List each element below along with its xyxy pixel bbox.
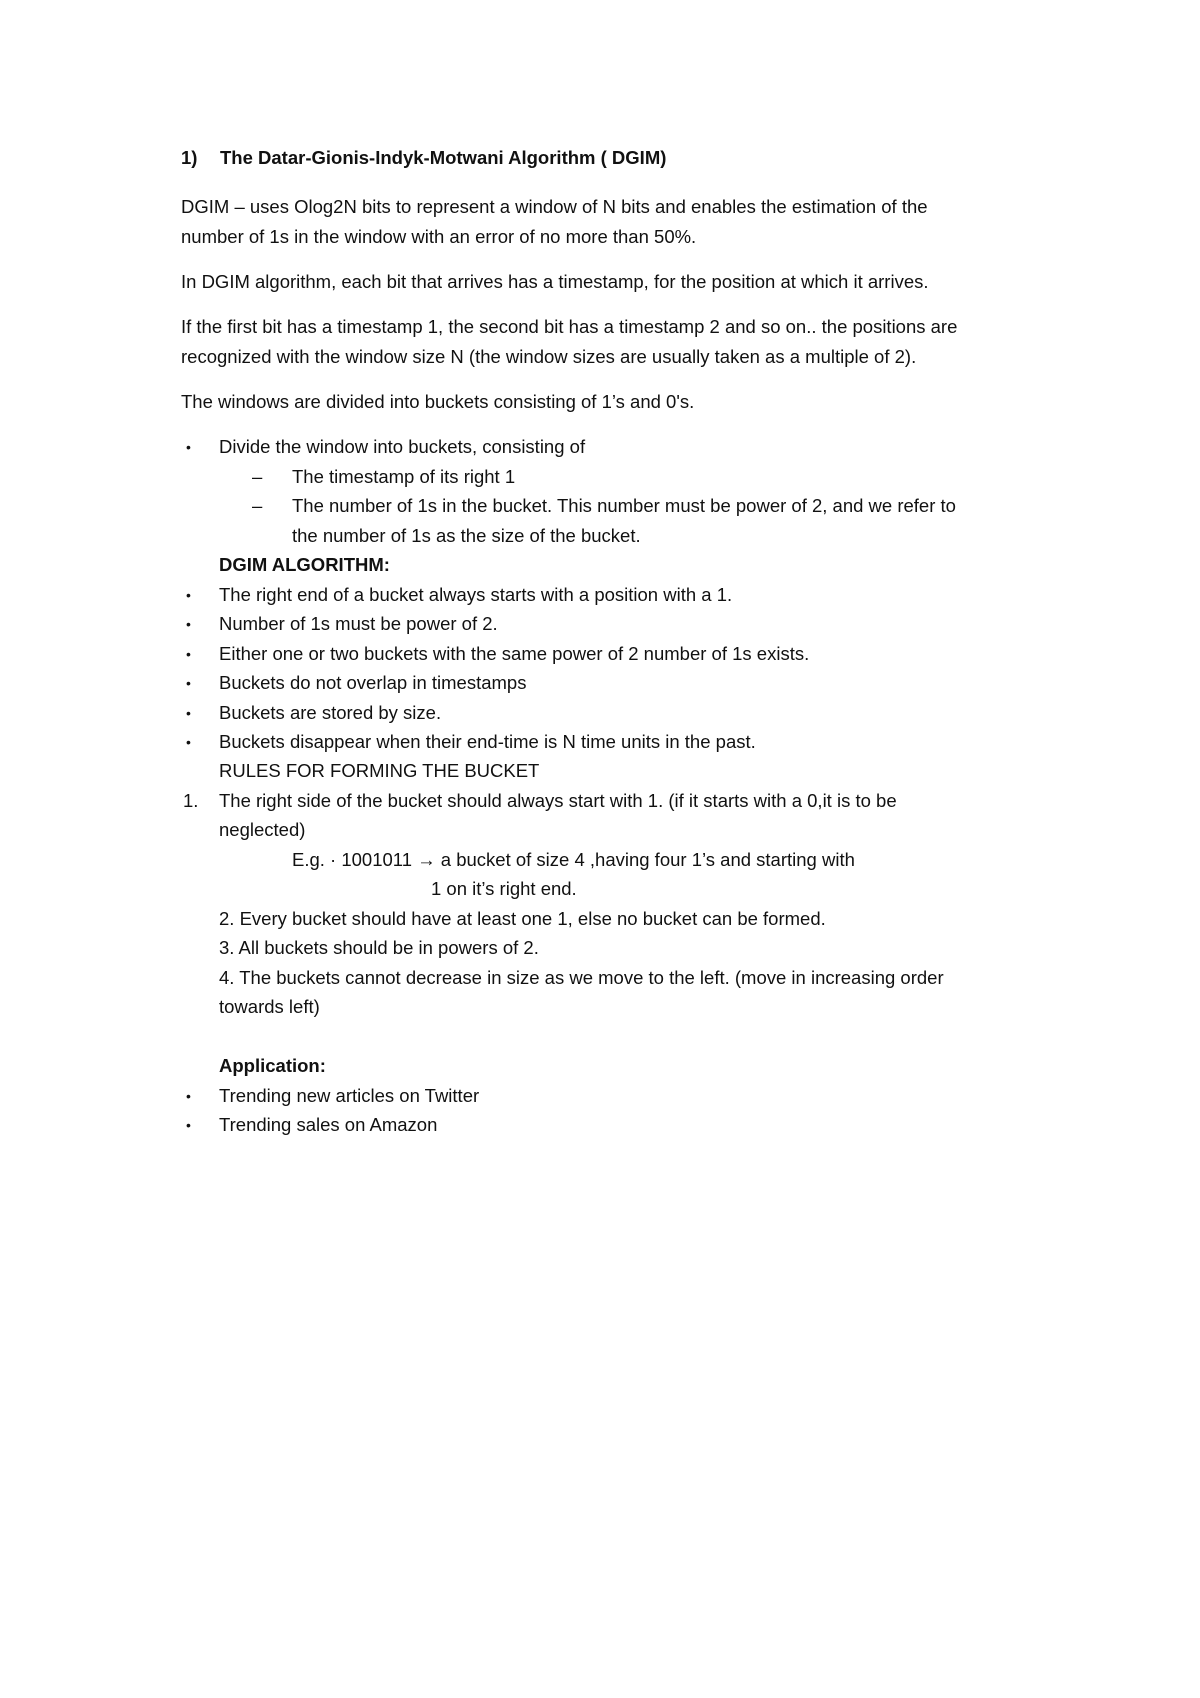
rules-title: RULES FOR FORMING THE BUCKET: [219, 760, 540, 781]
algorithm-item: Buckets do not overlap in timestamps: [219, 672, 527, 693]
bucket-list-item: Divide the window into buckets, consisting of: [219, 436, 586, 457]
algorithm-item: Either one or two buckets with the same power of 2 number of 1s exists.: [219, 643, 810, 664]
bucket-sub-item-2-line-2: the number of 1s as the size of the bucket.: [292, 525, 641, 546]
application-title: Application:: [219, 1055, 326, 1076]
rule-number: 1.: [183, 790, 199, 811]
application-item: Trending sales on Amazon: [219, 1114, 438, 1135]
application-item: Trending new articles on Twitter: [219, 1085, 480, 1106]
bullet-icon: •: [186, 439, 191, 455]
windows-paragraph: The windows are divided into buckets consisting of 1’s and 0's.: [181, 391, 695, 412]
algorithm-title: DGIM ALGORITHM:: [219, 554, 390, 575]
example-line-2: 1 on it’s right end.: [431, 878, 577, 899]
bullet-icon: •: [186, 734, 191, 750]
bullet-icon: •: [186, 1117, 191, 1133]
intro-line-1: DGIM – uses Olog2N bits to represent a window of N bits and enables the estimation of the: [181, 196, 928, 217]
bullet-icon: •: [186, 646, 191, 662]
algorithm-item: Buckets are stored by size.: [219, 702, 442, 723]
rule-4-line-2: towards left): [219, 996, 320, 1017]
dash-icon: –: [252, 495, 263, 516]
rule-4-line-1: 4. The buckets cannot decrease in size as we move to the left. (move in increasing order: [219, 967, 944, 988]
bullet-icon: •: [186, 616, 191, 632]
positions-line-1: If the first bit has a timestamp 1, the second bit has a timestamp 2 and so on.. the positions are: [181, 316, 958, 337]
algorithm-item: Buckets disappear when their end-time is N time units in the past.: [219, 731, 756, 752]
bullet-icon: •: [186, 705, 191, 721]
bullet-icon: •: [186, 1088, 191, 1104]
intro-line-2: number of 1s in the window with an error of no more than 50%.: [181, 226, 697, 247]
bucket-sub-item-1: The timestamp of its right 1: [292, 466, 516, 487]
rule-3: 3. All buckets should be in powers of 2.: [219, 937, 539, 958]
rule-1-line-2: neglected): [219, 819, 306, 840]
algorithm-item: The right end of a bucket always starts with a position with a 1.: [219, 584, 733, 605]
positions-line-2: recognized with the window size N (the window sizes are usually taken as a multiple of 2).: [181, 346, 917, 367]
bucket-sub-item-2-line-1: The number of 1s in the bucket. This number must be power of 2, and we refer to: [292, 495, 956, 516]
page-title: The Datar-Gionis-Indyk-Motwani Algorithm ( DGIM): [220, 147, 667, 168]
dash-icon: –: [252, 466, 263, 487]
rule-2: 2. Every bucket should have at least one 1, else no bucket can be formed.: [219, 908, 826, 929]
algorithm-item: Number of 1s must be power of 2.: [219, 613, 498, 634]
timestamp-paragraph: In DGIM algorithm, each bit that arrives has a timestamp, for the position at which it arrives.: [181, 271, 929, 292]
heading-number: 1): [181, 147, 198, 168]
bullet-icon: •: [186, 587, 191, 603]
bullet-icon: •: [186, 675, 191, 691]
rule-1-line-1: The right side of the bucket should always start with 1. (if it starts with a 0,it is to be: [219, 790, 897, 811]
example-line-1: E.g. · 1001011 → a bucket of size 4 ,having four 1’s and starting with: [292, 849, 855, 870]
